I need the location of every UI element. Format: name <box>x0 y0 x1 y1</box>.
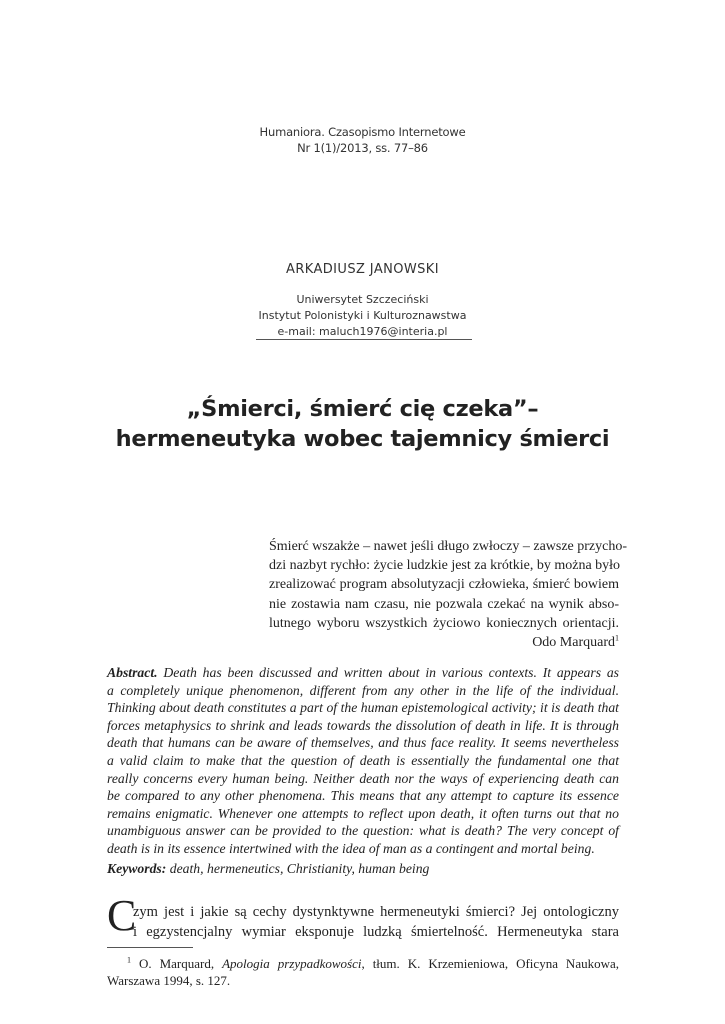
body-text <box>107 891 619 942</box>
epigraph-line: nie zostawia nam czasu, nie pozwala czekać na wynik abso- <box>269 596 619 612</box>
abstract-line: be compared to any other phenomena. This means that any attempt to capture its essence <box>107 788 619 804</box>
epigraph-line: lutnego wyboru wszystkich życiowo koniecznych orientacji. <box>269 615 619 631</box>
author-email: e-mail: maluch1976@interia.pl <box>277 325 448 338</box>
abstract-line: death that humans can be aware of themselves, and thus face reality. It seems nevertheless <box>107 735 619 751</box>
body-line: zym jest i jakie są cechy dystynktywne hermeneutyki śmierci? Jej ontologiczny <box>133 904 619 920</box>
author-name: ARKADIUSZ JANOWSKI <box>286 262 439 277</box>
body-line: i egzystencjalny wymiar eksponuje ludzką śmiertelność. Hermeneutyka stara <box>133 924 619 940</box>
abstract-line: forces metaphysics to shrink and leads towards the dissolution of death in life. It is through <box>107 717 619 733</box>
keywords <box>107 860 619 878</box>
abstract-line: unambiguous answer can be provided to the question: what is death? The very concept of <box>107 823 619 839</box>
footnote-publisher: , tłum. K. Krzemieniowa, Oficyna Naukowa, <box>361 956 619 971</box>
journal-name: Humaniora. Czasopismo Internetowe <box>259 125 466 139</box>
abstract <box>107 664 619 858</box>
footnote-line <box>107 955 619 972</box>
keywords-text: death, hermeneutics, Christianity, human being <box>169 861 430 876</box>
epigraph-line: zrealizować program absolutyzacji człowieka, śmierć bowiem <box>269 577 619 593</box>
affiliation-university: Uniwersytet Szczeciński <box>296 293 429 306</box>
keywords-label: Keywords: <box>107 861 167 876</box>
abstract-line: death is in its essence intertwined with the idea of man as a contingent and mortal being. <box>107 840 595 856</box>
attribution-name: Odo Marquard <box>532 635 615 651</box>
abstract-line: Thinking about death constitutes a part of the human epistemological activity; it is death that <box>107 700 619 716</box>
journal-issue: Nr 1(1)/2013, ss. 77–86 <box>297 141 428 155</box>
journal-header <box>0 124 725 156</box>
author-affiliation <box>0 292 725 340</box>
title-line-2: hermeneutyka wobec tajemnicy śmierci <box>115 426 610 452</box>
abstract-line: a completely unique phenomenon, different from any other in the life of the individual. <box>107 682 619 698</box>
abstract-line: remains enigmatic. Whenever one attempts to reflect upon death, it often turns out that no <box>107 805 619 821</box>
abstract-line <box>107 664 619 682</box>
abstract-text: Death has been discussed and written about in various contexts. It appears as <box>163 665 619 680</box>
footnote-mark: 1 <box>127 955 131 965</box>
footnote-title: Apologia przypadkowości <box>222 956 362 971</box>
title-line-1: „Śmierci, śmierć cię czeka”– <box>186 396 539 422</box>
abstract-line: really concerns every human being. Neither death nor the ways of experiencing death can <box>107 770 619 786</box>
epigraph-attribution <box>269 633 619 652</box>
paper-title <box>0 394 725 454</box>
footnote-ref[interactable]: 1 <box>615 633 619 643</box>
epigraph-line: dzi nazbyt rychło: życie ludzkie jest za krótkie, by można było <box>269 558 621 574</box>
epigraph <box>269 537 628 652</box>
footnote-author: O. Marquard, <box>138 956 215 971</box>
affiliation-divider <box>256 339 472 340</box>
abstract-label: Abstract. <box>107 665 158 680</box>
footnote-divider <box>107 947 193 948</box>
abstract-line: a valid claim to make that the question of death is essentially the fundamental one that <box>107 752 619 768</box>
affiliation-institute: Instytut Polonistyki i Kulturoznawstwa <box>258 309 467 322</box>
epigraph-line: Śmierć wszakże – nawet jeśli długo zwłoczy – zawsze przycho- <box>269 539 628 554</box>
footnote-line: Warszawa 1994, s. 127. <box>107 973 231 988</box>
drop-cap: C <box>107 891 137 940</box>
footnote <box>107 955 619 989</box>
